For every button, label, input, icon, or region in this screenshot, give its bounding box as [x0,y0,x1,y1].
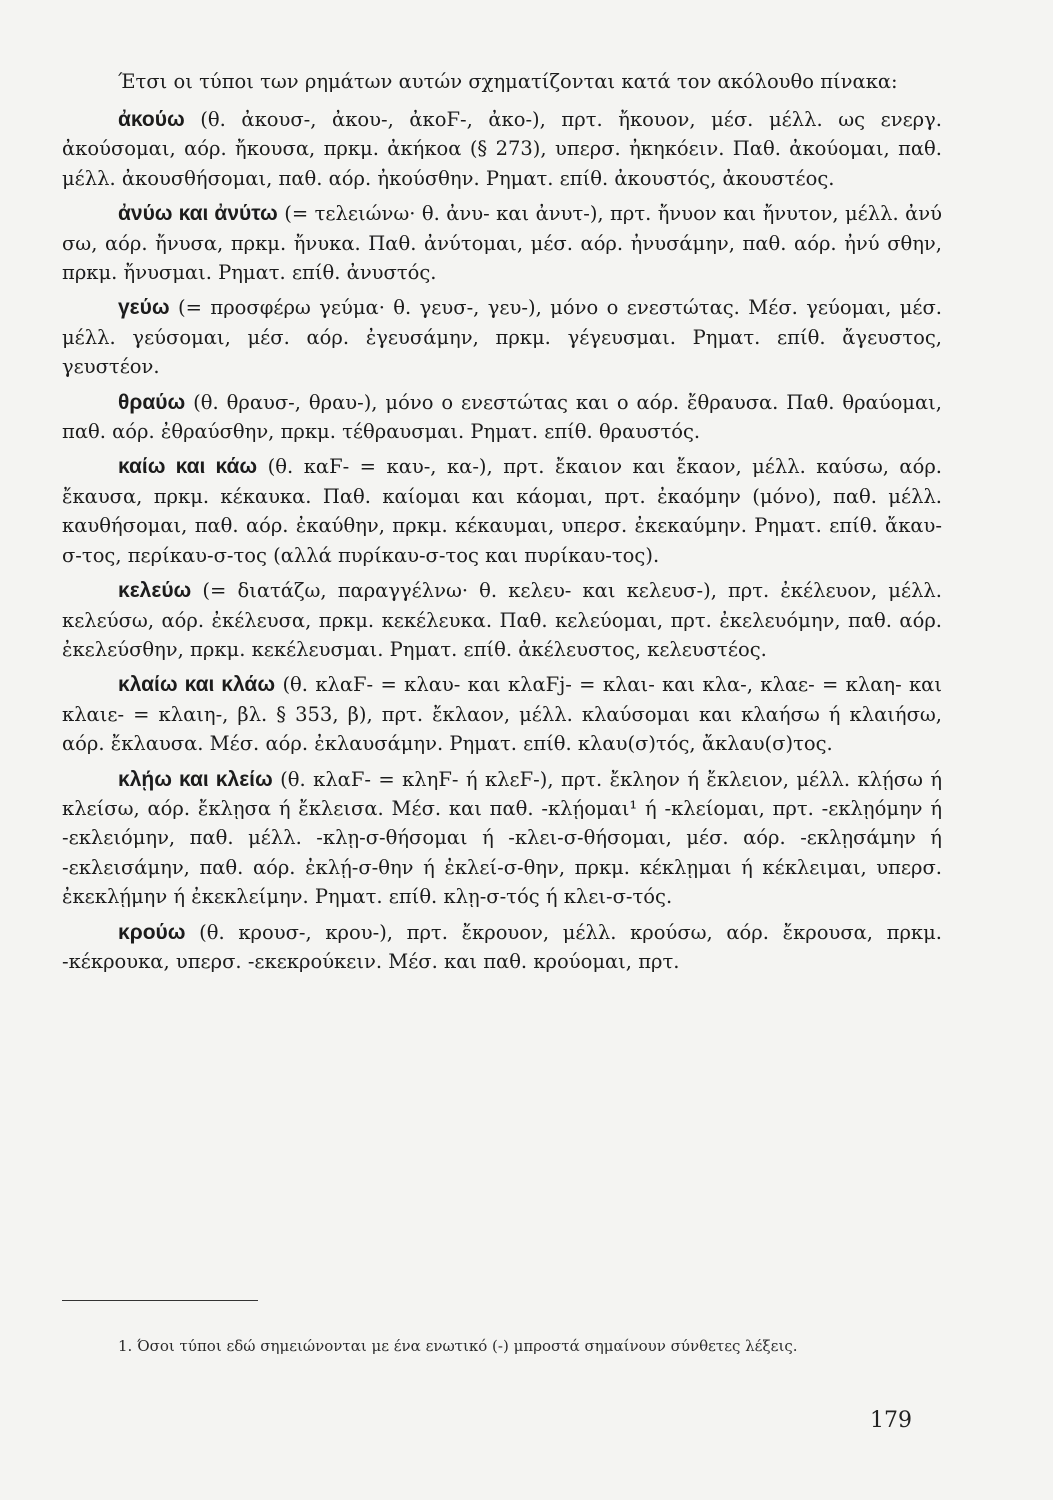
entry-head: κελεύω [118,579,192,603]
entry-klaio [62,670,942,758]
entry-head: καίω και κάω [118,455,258,479]
footnote: 1. Όσοι τύποι εδώ σημειώνονται με ένα ενωτικό (-) μπροστά σημαίνουν σύνθετες λέξεις. [118,1337,798,1355]
entry-geuo [62,293,942,381]
entry-head: ἀκούω [118,108,185,131]
entry-head: κλαίω και κλάω [118,673,276,697]
entry-body: (θ. κρουσ-, κρου-), πρτ. ἔκρουον, μέλλ. κρούσω, αόρ. ἔκρουσα, πρκμ. -κέκρουκα, υπερσ. -εκεκρούκειν. Μέσ. και παθ. κρούομαι, πρτ. [62,920,942,973]
entry-body: (θ. ἀκουσ-, ἀκου-, ἀκοϜ-, ἀκο-), πρτ. ἤκουον, μέσ. μέλλ. ως ενεργ. ἀκούσομαι, αόρ. ἤκουσα, πρκμ. ἀκήκοα (§ 273), υπερσ. ἠκηκόειν. Παθ. ἀκούομαι, παθ. μέλλ. ἀκουσθήσομαι, παθ. αόρ. ἠκούσθην. Ρηματ. επίθ. ἀκουστός, ἀκουστέος. [62,108,942,190]
entry-head: κρούω [118,920,186,944]
page-number: 179 [870,1408,912,1433]
entry-head: ἀνύω και ἀνύτω [118,202,278,226]
entry-body: (θ. καϜ- = καυ-, κα-), πρτ. ἔκαιον και ἔκαον, μέλλ. καύσω, αόρ. ἔκαυσα, πρκμ. κέκαυκα. Παθ. καίομαι και κάομαι, πρτ. ἐκαόμην (μόνο), παθ. μέλλ. καυθήσομαι, παθ. αόρ. ἐκαύθην, πρκμ. κέκαυμαι, υπερσ. ἐκεκαύμην. Ρηματ. επίθ. ἄκαυ-σ-τος, περίκαυ-σ-τος (αλλά πυρίκαυ-σ-τος και πυρίκαυ-τος). [62,455,942,567]
entry-kaio [62,452,942,570]
entry-anyo [62,199,942,287]
entry-keleuo [62,576,942,664]
entry-kleio [62,765,942,912]
entry-body: (θ. κλαϜ- = κλαυ- και κλαϜj- = κλαι- και κλα-, κλαε- = κλαη- και κλαιε- = κλαιη-, βλ. § 353, β), πρτ. ἔκλαον, μέλλ. κλαύσομαι και κλαήσω ή κλαιήσω, αόρ. ἔκλαυσα. Μέσ. αόρ. ἐκλαυσάμην. Ρηματ. επίθ. κλαυ(σ)τός, ἄκλαυ(σ)τος. [62,673,943,756]
entry-head: γεύω [118,296,170,320]
entry-body: (θ. κλαϜ- = κληϜ- ή κλεϜ-), πρτ. ἔκληον ή ἔκλειον, μέλλ. κλῄσω ή κλείσω, αόρ. ἔκλῃσα ή ἔκλεισα. Μέσ. και παθ. -κλῄομαι¹ ή -κλείομαι, πρτ. -εκλῃόμην ή -εκλειόμην, παθ. μέλλ. -κλῃ-σ-θήσομαι ή -κλει-σ-θήσομαι, μέσ. αόρ. -εκλῃσάμην ή -εκλεισάμην, παθ. αόρ. ἐκλῄ-σ-θην ή ἐκλεί-σ-θην, πρκμ. κέκλῃμαι ή κέκλειμαι, υπερσ. ἐκεκλῄμην ή ἐκεκλείμην. Ρηματ. επίθ. κλῃ-σ-τός ή κλει-σ-τός. [62,767,943,909]
entry-head: κλῄω και κλείω [118,767,273,791]
entry-body: (= τελειώνω· θ. ἀνυ- και ἀνυτ-), πρτ. ἤνυον και ἤνυτον, μέλλ. ἀνύ σω, αόρ. ἤνυσα, πρκμ. ἤνυκα. Παθ. ἀνύτομαι, μέσ. αόρ. ἠνυσάμην, παθ. αόρ. ἠνύ σθην, πρκμ. ἤνυσμαι. Ρηματ. επίθ. ἀνυστός. [62,202,942,285]
entry-body: (= διατάζω, παραγγέλνω· θ. κελευ- και κελευσ-), πρτ. ἐκέλευον, μέλλ. κελεύσω, αόρ. ἐκέλευσα, πρκμ. κεκέλευκα. Παθ. κελεύομαι, πρτ. ἐκελευόμην, παθ. αόρ. ἐκελεύσθην, πρκμ. κεκέλευσμαι. Ρηματ. επίθ. ἀκέλευστος, κελευστέος. [62,579,942,661]
entry-body: (= προσφέρω γεύμα· θ. γευσ-, γευ-), μόνο ο ενεστώτας. Μέσ. γεύομαι, μέσ. μέλλ. γεύσομαι, μέσ. αόρ. ἐγευσάμην, πρκμ. γέγευσμαι. Ρηματ. επίθ. ἄγευστος, γευστέον. [62,296,943,379]
entry-head: θραύω [118,390,186,414]
entry-krouo [62,918,942,977]
entry-akouo [62,105,942,193]
entry-thrauo [62,388,942,447]
entry-body: (θ. θραυσ-, θραυ-), μόνο ο ενεστώτας και ο αόρ. ἔθραυσα. Παθ. θραύομαι, παθ. αόρ. ἐθραύσθην, πρκμ. τέθραυσμαι. Ρηματ. επίθ. θραυστός. [62,390,942,444]
footnote-divider [62,1300,258,1301]
main-text [62,66,942,982]
intro-paragraph: Έτσι οι τύποι των ρημάτων αυτών σχηματίζονται κατά τον ακόλουθο πίνακα: [118,70,898,93]
